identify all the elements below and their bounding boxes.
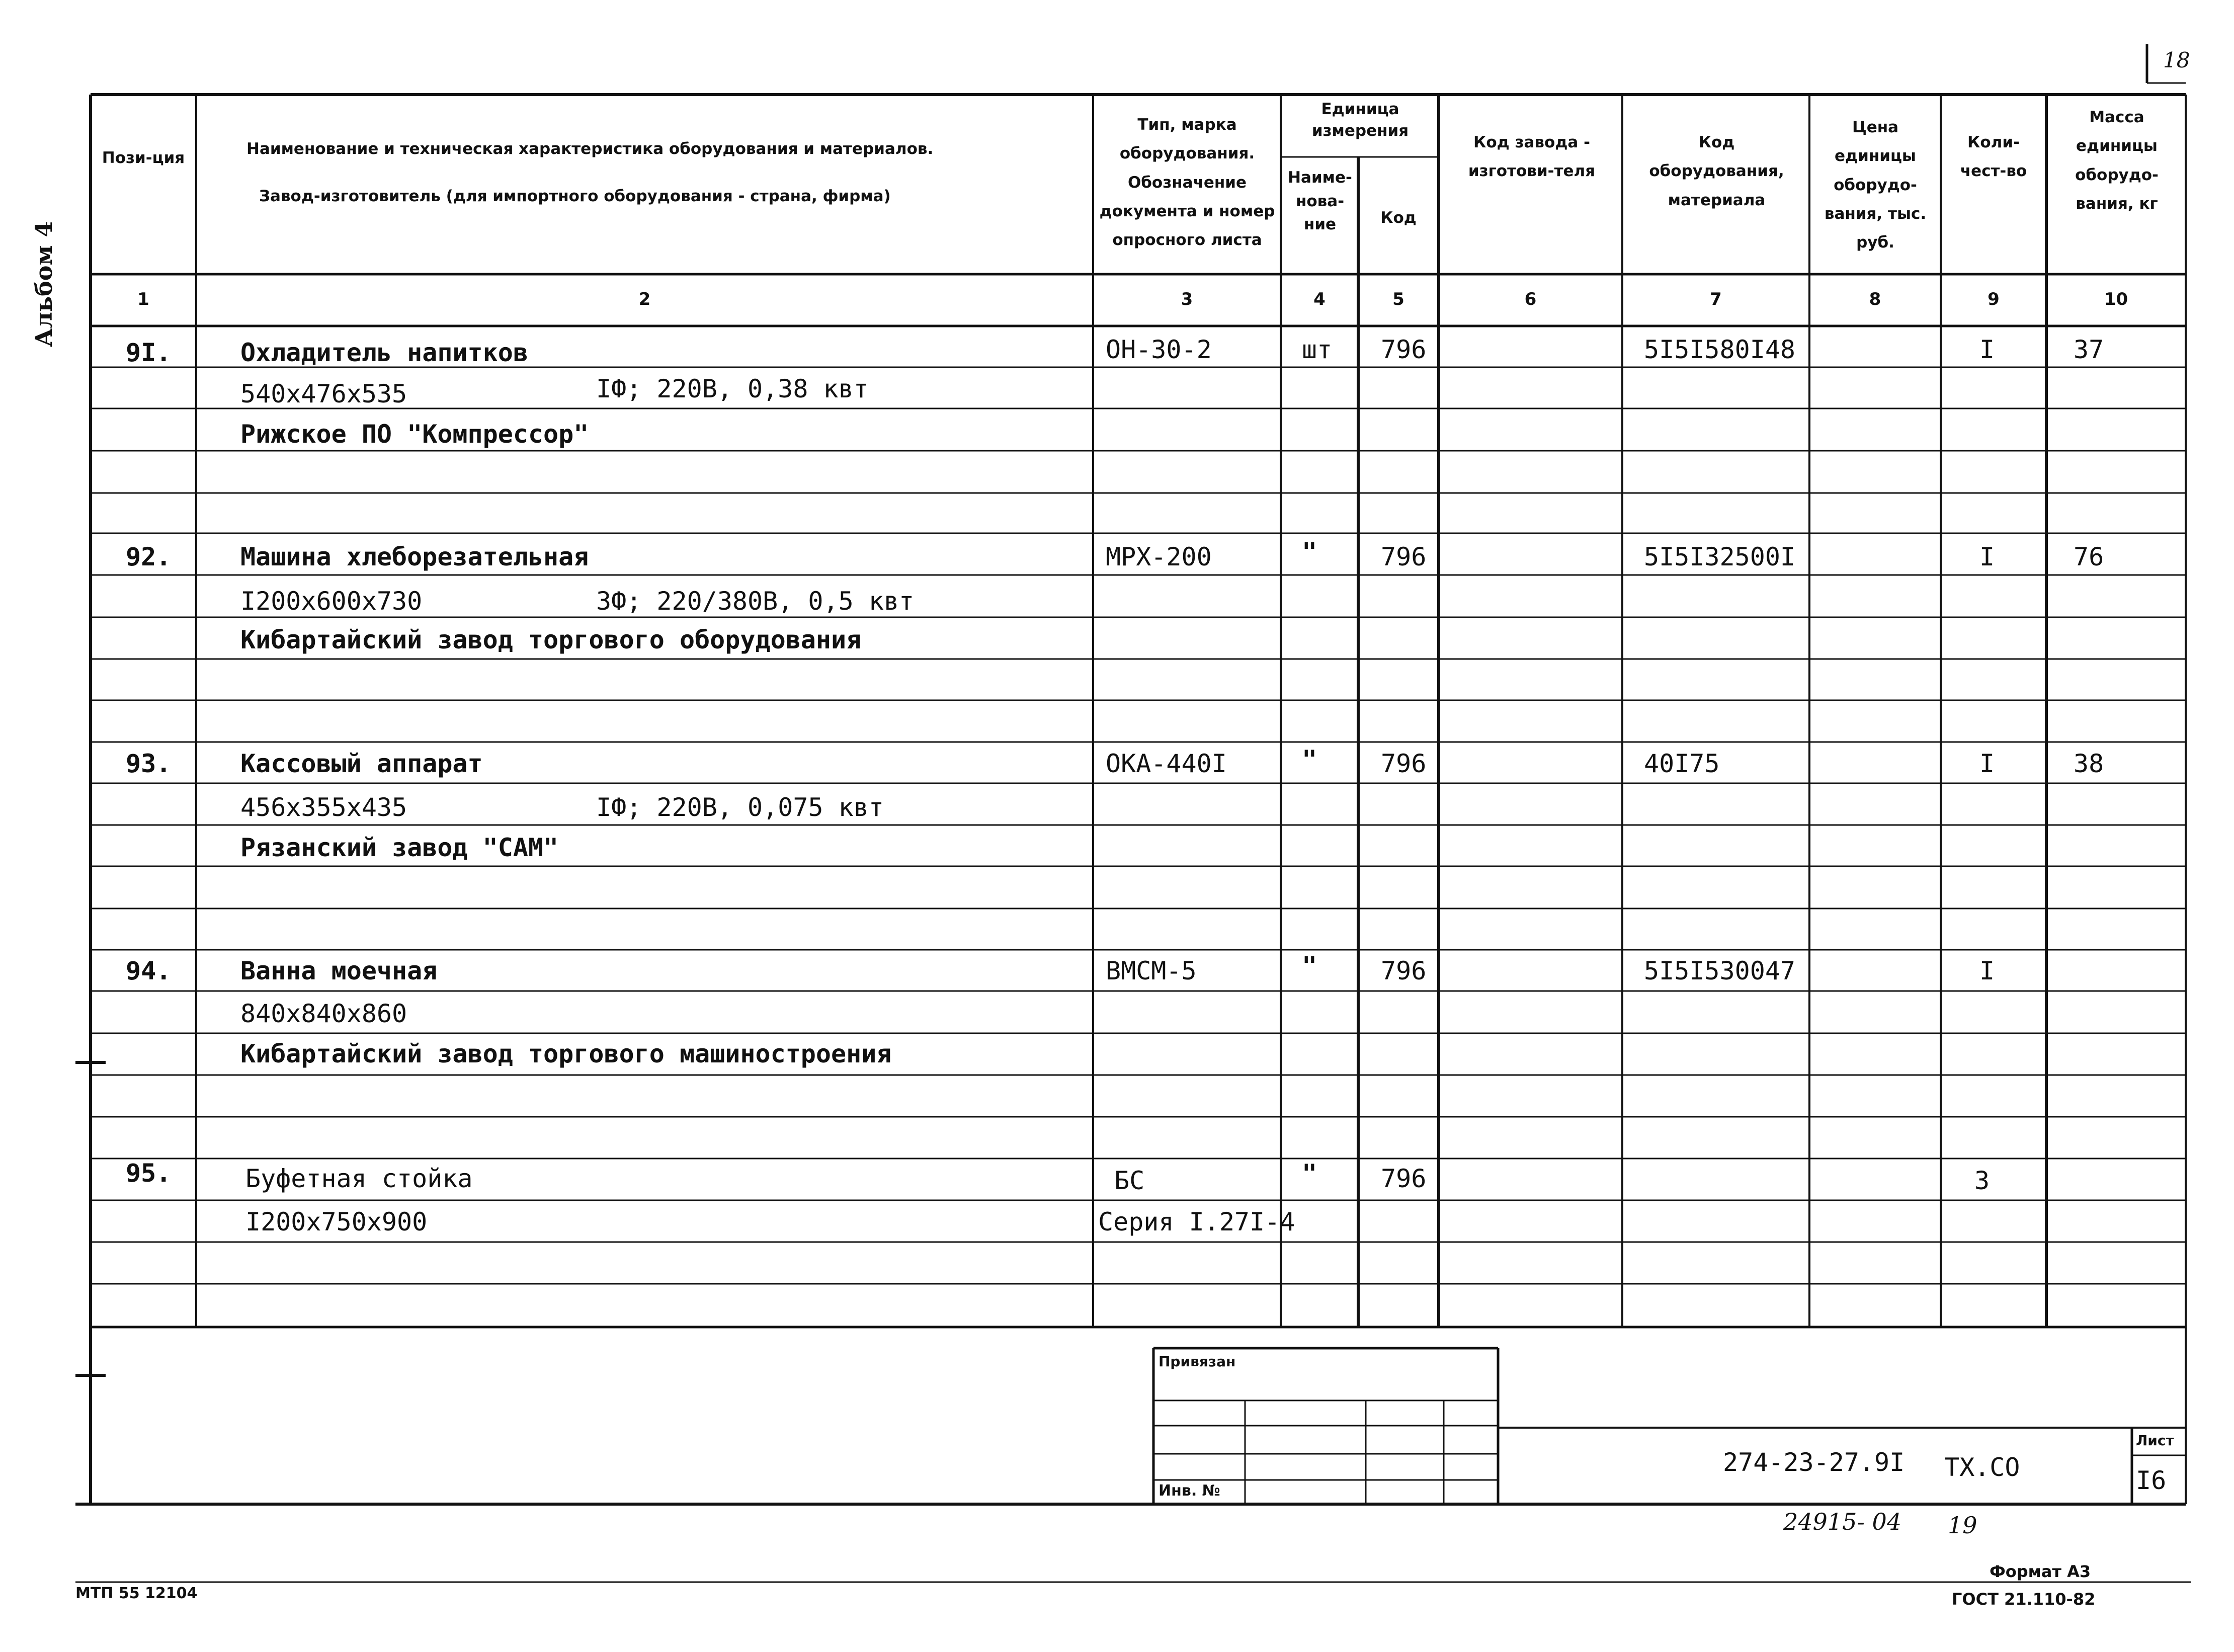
item-position: 94. bbox=[126, 956, 172, 985]
colnum-4: 4 bbox=[1313, 289, 1326, 309]
item-unit-code: 796 bbox=[1381, 956, 1427, 985]
header-quantity: Коли-чест-во bbox=[1960, 133, 2027, 181]
item-unit: " bbox=[1302, 1159, 1317, 1188]
album-label: Альбом 4 bbox=[30, 221, 57, 347]
item-power: 3Ф; 220/380В, 0,5 квт bbox=[596, 587, 915, 616]
item-unit-code: 796 bbox=[1381, 542, 1427, 571]
item-mass: 37 bbox=[2074, 335, 2104, 364]
header-unit-code: Код bbox=[1380, 209, 1417, 227]
colnum-5: 5 bbox=[1392, 289, 1404, 309]
item-mass: 38 bbox=[2074, 749, 2104, 778]
item-type: БС bbox=[1114, 1166, 1145, 1195]
item-name: Охладитель напитков bbox=[240, 338, 528, 367]
header-type: Тип, марка оборудования. Обозначение документа и номер опросного листа bbox=[1099, 116, 1275, 250]
stamp-bound-label: Привязан bbox=[1159, 1353, 1236, 1370]
item-maker: Рижское ПО "Компрессор" bbox=[240, 420, 589, 449]
colnum-3: 3 bbox=[1181, 289, 1193, 309]
item-equipment-code: 5I5I32500I bbox=[1644, 542, 1796, 571]
item-unit-code: 796 bbox=[1381, 335, 1427, 364]
footer-left-code: МТП 55 12104 bbox=[75, 1585, 198, 1602]
item-name: Машина хлеборезательная bbox=[240, 542, 589, 571]
item-name: Кассовый аппарат bbox=[240, 749, 483, 778]
sheet-corner-number: 18 bbox=[2163, 48, 2190, 72]
colnum-7: 7 bbox=[1710, 289, 1722, 309]
header-unit-group: Единица измерения bbox=[1311, 100, 1409, 140]
item-unit: шт bbox=[1302, 335, 1333, 364]
item-mass: 76 bbox=[2074, 542, 2104, 571]
item-position: 93. bbox=[126, 749, 172, 778]
item-equipment-code: 5I5I580I48 bbox=[1644, 335, 1796, 364]
colnum-6: 6 bbox=[1524, 289, 1537, 309]
item-dimensions: 456х355х435 bbox=[240, 793, 407, 822]
item-type: ОКА-440I bbox=[1106, 749, 1227, 778]
header-position: Пози-ция bbox=[102, 149, 185, 167]
item-unit: " bbox=[1302, 745, 1317, 774]
item-maker: Кибартайский завод торгового оборудования bbox=[240, 625, 862, 654]
header-price: Цена единицы оборудо-вания, тыс. руб. bbox=[1824, 118, 1927, 252]
item-name: Буфетная стойка bbox=[245, 1164, 473, 1193]
sheet-number: I6 bbox=[2136, 1466, 2167, 1495]
colnum-10: 10 bbox=[2104, 289, 2128, 309]
item-quantity: I bbox=[1979, 749, 1995, 778]
item-position: 92. bbox=[126, 542, 172, 571]
item-position: 95. bbox=[126, 1159, 172, 1188]
stamp-inventory-label: Инв. № bbox=[1159, 1482, 1220, 1500]
item-dimensions: I200х750х900 bbox=[245, 1207, 428, 1236]
item-unit-code: 796 bbox=[1381, 1164, 1427, 1193]
footer-gost: ГОСТ 21.110-82 bbox=[1952, 1590, 2096, 1609]
item-name: Ванна моечная bbox=[240, 956, 438, 985]
header-unit-name: Наиме-нова-ние bbox=[1288, 169, 1352, 233]
document-code: 274-23-27.9I bbox=[1723, 1448, 1905, 1477]
item-quantity: 3 bbox=[1974, 1166, 1990, 1195]
item-unit: " bbox=[1302, 537, 1317, 566]
item-position: 9I. bbox=[126, 338, 172, 367]
item-quantity: I bbox=[1979, 956, 1995, 985]
item-power: IФ; 220В, 0,38 квт bbox=[596, 374, 869, 403]
header-name-line1: Наименование и техническая характеристика оборудования и материалов. bbox=[246, 140, 934, 158]
item-equipment-code: 40I75 bbox=[1644, 749, 1720, 778]
handwritten-page: 19 bbox=[1948, 1512, 1977, 1539]
header-mass: Масса единицы оборудо-вания, кг bbox=[2075, 108, 2159, 213]
colnum-2: 2 bbox=[638, 289, 651, 309]
footer-format: Формат А3 bbox=[1990, 1562, 2091, 1581]
item-dimensions: 540х476х535 bbox=[240, 379, 407, 408]
item-unit: " bbox=[1302, 951, 1317, 980]
item-quantity: I bbox=[1979, 542, 1995, 571]
item-dimensions: 840х840х860 bbox=[240, 999, 407, 1028]
header-name-line2: Завод-изготовитель (для импортного оборудования - страна, фирма) bbox=[259, 187, 891, 205]
item-maker: Рязанский завод "САМ" bbox=[240, 833, 559, 862]
item-dimensions: I200х600х730 bbox=[240, 587, 423, 616]
item-type: ОН-30-2 bbox=[1106, 335, 1212, 364]
item-type: ВМСМ-5 bbox=[1106, 956, 1197, 985]
item-maker: Кибартайский завод торгового машиностроения bbox=[240, 1039, 892, 1068]
item-series: Серия I.27I-4 bbox=[1098, 1207, 1295, 1236]
colnum-1: 1 bbox=[137, 289, 149, 309]
header-maker-code: Код завода - изготови-теля bbox=[1468, 133, 1596, 181]
item-equipment-code: 5I5I530047 bbox=[1644, 956, 1796, 985]
item-type: МРХ-200 bbox=[1106, 542, 1212, 571]
colnum-8: 8 bbox=[1869, 289, 1881, 309]
item-quantity: I bbox=[1979, 335, 1995, 364]
item-power: IФ; 220В, 0,075 квт bbox=[596, 793, 884, 822]
handwritten-number: 24915- 04 bbox=[1783, 1508, 1902, 1535]
sheet-label: Лист bbox=[2136, 1432, 2174, 1449]
header-equipment-code: Код оборудования, материала bbox=[1649, 133, 1784, 209]
item-unit-code: 796 bbox=[1381, 749, 1427, 778]
colnum-9: 9 bbox=[1988, 289, 2000, 309]
document-suffix: ТХ.СО bbox=[1944, 1453, 2020, 1482]
